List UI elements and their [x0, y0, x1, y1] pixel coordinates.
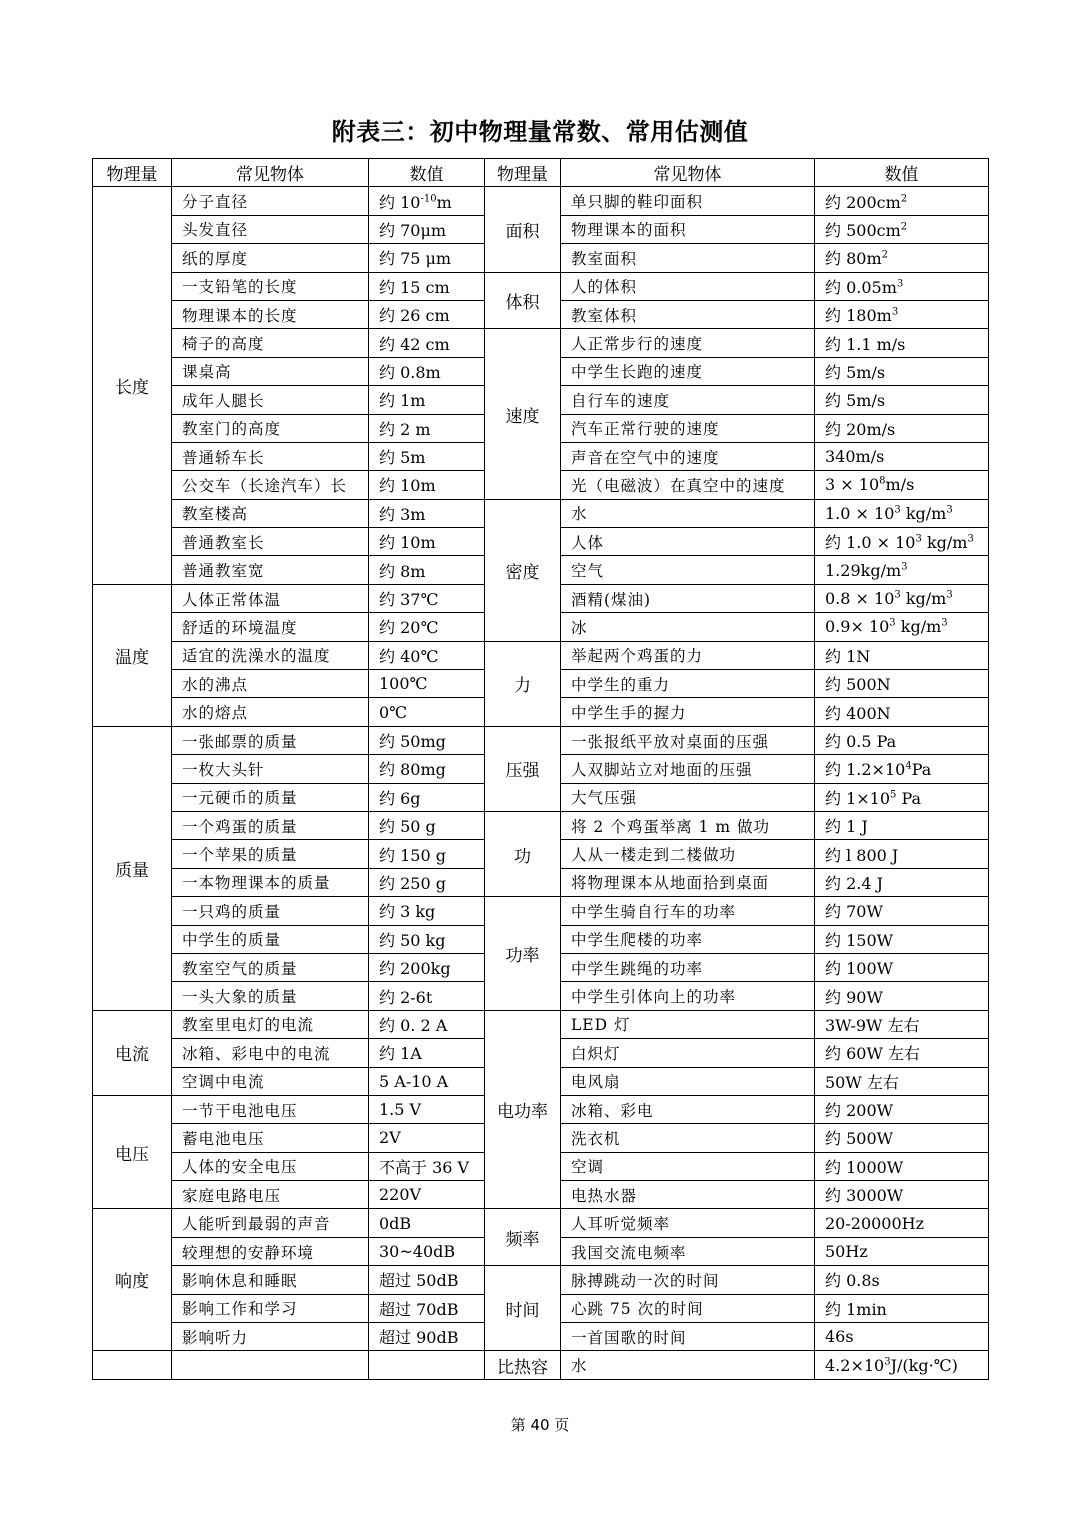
- value-cell: 约 500W: [815, 1124, 989, 1152]
- value-cell: 约 l 800 J: [815, 840, 989, 868]
- object-cell: 课桌高: [172, 357, 369, 385]
- object-cell: 教室空气的质量: [172, 953, 369, 981]
- object-cell: 电风扇: [561, 1067, 815, 1095]
- object-cell: 一本物理课本的质量: [172, 868, 369, 896]
- object-cell: 洗衣机: [561, 1124, 815, 1152]
- object-cell: 汽车正常行驶的速度: [561, 414, 815, 442]
- value-cell: 约 $200cm^2$: [815, 187, 989, 215]
- object-cell: 一枚大头针: [172, 755, 369, 783]
- object-cell: 影响听力: [172, 1323, 369, 1351]
- object-cell: 空调: [561, 1152, 815, 1180]
- value-cell: 约 1 J: [815, 811, 989, 839]
- value-cell: 约 5m/s: [815, 357, 989, 385]
- object-cell: 舒适的环境温度: [172, 613, 369, 641]
- value-cell: 约 70W: [815, 897, 989, 925]
- value-cell: 约 20m/s: [815, 414, 989, 442]
- value-cell: 约 10m: [369, 471, 485, 499]
- value-cell: [369, 1351, 485, 1379]
- object-cell: 一元硬币的质量: [172, 783, 369, 811]
- table-row: [93, 1266, 989, 1294]
- object-cell: 冰箱、彩电: [561, 1095, 815, 1123]
- object-cell: 冰: [561, 613, 815, 641]
- object-cell: 将 2 个鸡蛋举离 1 m 做功: [561, 811, 815, 839]
- object-cell: 分子直径: [172, 187, 369, 215]
- value-cell: 340m/s: [815, 442, 989, 470]
- value-cell: $0.8 \times 10^3$ $kg/m^3$: [815, 584, 989, 612]
- object-cell: 人耳听觉频率: [561, 1209, 815, 1237]
- value-cell: 约 0.8s: [815, 1266, 989, 1294]
- value-cell: 约 0. 2 A: [369, 1010, 485, 1038]
- header-quantity-left: 物理量: [93, 159, 172, 187]
- value-cell: 约 2-6t: [369, 982, 485, 1010]
- object-cell: 将物理课本从地面拾到桌面: [561, 868, 815, 896]
- quantity-cell: 力: [485, 641, 561, 726]
- value-cell: 3W-9W 左右: [815, 1010, 989, 1038]
- object-cell: 酒精(煤油): [561, 584, 815, 612]
- object-cell: 一张报纸平放对桌面的压强: [561, 726, 815, 754]
- value-cell: 约 75 μm: [369, 244, 485, 272]
- object-cell: 教室面积: [561, 244, 815, 272]
- value-cell: 约 1m: [369, 386, 485, 414]
- value-cell: 约 40℃: [369, 641, 485, 669]
- object-cell: 公交车（长途汽车）长: [172, 471, 369, 499]
- object-cell: 教室体积: [561, 300, 815, 328]
- object-cell: 人正常步行的速度: [561, 329, 815, 357]
- value-cell: 约 $80m^2$: [815, 244, 989, 272]
- value-cell: $1.29kg/m^3$: [815, 556, 989, 584]
- value-cell: 约 0.8m: [369, 357, 485, 385]
- value-cell: 约 $180m^3$: [815, 300, 989, 328]
- page-number: 第 40 页: [510, 1416, 570, 1434]
- object-cell: 人体的安全电压: [172, 1152, 369, 1180]
- object-cell: 较理想的安静环境: [172, 1237, 369, 1265]
- object-cell: 大气压强: [561, 783, 815, 811]
- object-cell: 白炽灯: [561, 1039, 815, 1067]
- quantity-cell: 电流: [93, 1010, 172, 1095]
- value-cell: 约 100W: [815, 953, 989, 981]
- object-cell: 中学生长跑的速度: [561, 357, 815, 385]
- header-value-left: 数值: [369, 159, 485, 187]
- value-cell: 约 $0.05m^3$: [815, 272, 989, 300]
- object-cell: 一头大象的质量: [172, 982, 369, 1010]
- value-cell: 2V: [369, 1124, 485, 1152]
- object-cell: 物理课本的长度: [172, 300, 369, 328]
- value-cell: 约 150W: [815, 925, 989, 953]
- object-cell: 人能听到最弱的声音: [172, 1209, 369, 1237]
- value-cell: 约 2.4 J: [815, 868, 989, 896]
- object-cell: 中学生骑自行车的功率: [561, 897, 815, 925]
- value-cell: 约 8m: [369, 556, 485, 584]
- value-cell: 5 A-10 A: [369, 1067, 485, 1095]
- object-cell: 空调中电流: [172, 1067, 369, 1095]
- quantity-cell: 密度: [485, 499, 561, 641]
- value-cell: 约 250 g: [369, 868, 485, 896]
- value-cell: 约 1.1 m/s: [815, 329, 989, 357]
- value-cell: 约 200W: [815, 1095, 989, 1123]
- object-cell: 适宜的洗澡水的温度: [172, 641, 369, 669]
- quantity-cell: 比热容: [485, 1351, 561, 1379]
- page-title: 附表三：初中物理量常数、常用估测值: [331, 118, 749, 146]
- object-cell: 普通教室宽: [172, 556, 369, 584]
- value-cell: 约 $10^{-10}m$: [369, 187, 485, 215]
- object-cell: 人体正常体温: [172, 584, 369, 612]
- value-cell: 约 1A: [369, 1039, 485, 1067]
- value-cell: 30~40dB: [369, 1237, 485, 1265]
- table-row: [93, 897, 989, 925]
- object-cell: 水: [561, 499, 815, 527]
- object-cell: 单只脚的鞋印面积: [561, 187, 815, 215]
- value-cell: 20-20000Hz: [815, 1209, 989, 1237]
- table-row: [93, 811, 989, 839]
- table-row: [93, 726, 989, 754]
- object-cell: 一张邮票的质量: [172, 726, 369, 754]
- table-row: [93, 187, 989, 215]
- object-cell: 脉搏跳动一次的时间: [561, 1266, 815, 1294]
- quantity-cell: 功率: [485, 897, 561, 1011]
- table-row: [93, 329, 989, 357]
- object-cell: 一个苹果的质量: [172, 840, 369, 868]
- object-cell: 中学生跳绳的功率: [561, 953, 815, 981]
- value-cell: 约 3000W: [815, 1181, 989, 1209]
- object-cell: LED 灯: [561, 1010, 815, 1038]
- value-cell: 50W 左右: [815, 1067, 989, 1095]
- object-cell: 空气: [561, 556, 815, 584]
- value-cell: 约 5m/s: [815, 386, 989, 414]
- value-cell: 约 150 g: [369, 840, 485, 868]
- object-cell: 影响休息和睡眠: [172, 1266, 369, 1294]
- value-cell: $3 \times 10^8m/s$: [815, 471, 989, 499]
- value-cell: 约 50 g: [369, 811, 485, 839]
- table-header-row: [93, 159, 989, 187]
- value-cell: 不高于 36 V: [369, 1152, 485, 1180]
- object-cell: 头发直径: [172, 215, 369, 243]
- value-cell: 100℃: [369, 670, 485, 698]
- value-cell: 0dB: [369, 1209, 485, 1237]
- value-cell: 约 90W: [815, 982, 989, 1010]
- object-cell: 声音在空气中的速度: [561, 442, 815, 470]
- quantity-cell: 温度: [93, 584, 172, 726]
- value-cell: 约 500N: [815, 670, 989, 698]
- value-cell: 约 $1.2\times 10^4Pa$: [815, 755, 989, 783]
- value-cell: 约 3m: [369, 499, 485, 527]
- object-cell: 中学生的质量: [172, 925, 369, 953]
- object-cell: 纸的厚度: [172, 244, 369, 272]
- table-row: [93, 1010, 989, 1038]
- object-cell: 一支铅笔的长度: [172, 272, 369, 300]
- value-cell: 约 50mg: [369, 726, 485, 754]
- value-cell: 约 $1\times 10^5$ Pa: [815, 783, 989, 811]
- value-cell: 超过 90dB: [369, 1323, 485, 1351]
- value-cell: 超过 50dB: [369, 1266, 485, 1294]
- value-cell: 约 3 kg: [369, 897, 485, 925]
- quantity-cell: [93, 1351, 172, 1379]
- value-cell: 约 15 cm: [369, 272, 485, 300]
- header-quantity-right: 物理量: [485, 159, 561, 187]
- object-cell: 一首国歌的时间: [561, 1323, 815, 1351]
- object-cell: 人从一楼走到二楼做功: [561, 840, 815, 868]
- quantity-cell: 电压: [93, 1095, 172, 1209]
- value-cell: 约 10m: [369, 528, 485, 556]
- object-cell: 人的体积: [561, 272, 815, 300]
- value-cell: 约 1min: [815, 1294, 989, 1322]
- value-cell: 约 26 cm: [369, 300, 485, 328]
- value-cell: 约 1N: [815, 641, 989, 669]
- table-row: [93, 272, 989, 300]
- value-cell: 约 $500cm^2$: [815, 215, 989, 243]
- quantity-cell: 面积: [485, 187, 561, 272]
- object-cell: 心跳 75 次的时间: [561, 1294, 815, 1322]
- quantity-cell: 功: [485, 811, 561, 896]
- object-cell: 举起两个鸡蛋的力: [561, 641, 815, 669]
- object-cell: 中学生引体向上的功率: [561, 982, 815, 1010]
- value-cell: $1.0 \times 10^3$ $kg/m^3$: [815, 499, 989, 527]
- value-cell: 约 $1.0 \times 10^3$ $kg/m^3$: [815, 528, 989, 556]
- value-cell: 1.5 V: [369, 1095, 485, 1123]
- object-cell: 冰箱、彩电中的电流: [172, 1039, 369, 1067]
- header-object-right: 常见物体: [561, 159, 815, 187]
- object-cell: 普通教室长: [172, 528, 369, 556]
- quantity-cell: 速度: [485, 329, 561, 499]
- quantity-cell: 长度: [93, 187, 172, 584]
- value-cell: 约 50 kg: [369, 925, 485, 953]
- table-row: [93, 641, 989, 669]
- physics-constants-table: [92, 158, 989, 1380]
- object-cell: 电热水器: [561, 1181, 815, 1209]
- object-cell: 椅子的高度: [172, 329, 369, 357]
- object-cell: 影响工作和学习: [172, 1294, 369, 1322]
- object-cell: 中学生爬楼的功率: [561, 925, 815, 953]
- quantity-cell: 体积: [485, 272, 561, 329]
- value-cell: 约 80mg: [369, 755, 485, 783]
- quantity-cell: 时间: [485, 1266, 561, 1351]
- value-cell: 约 70μm: [369, 215, 485, 243]
- value-cell: 约 60W 左右: [815, 1039, 989, 1067]
- value-cell: 超过 70dB: [369, 1294, 485, 1322]
- value-cell: $0.9\times 10^3$ $kg/m^3$: [815, 613, 989, 641]
- object-cell: 水: [561, 1351, 815, 1379]
- quantity-cell: 频率: [485, 1209, 561, 1266]
- value-cell: 约 5m: [369, 442, 485, 470]
- object-cell: 普通轿车长: [172, 442, 369, 470]
- table-body: [93, 187, 989, 1379]
- quantity-cell: 质量: [93, 726, 172, 1010]
- object-cell: 一个鸡蛋的质量: [172, 811, 369, 839]
- value-cell: 约 2 m: [369, 414, 485, 442]
- object-cell: 光（电磁波）在真空中的速度: [561, 471, 815, 499]
- object-cell: 人体: [561, 528, 815, 556]
- table-row: [93, 1351, 989, 1379]
- header-value-right: 数值: [815, 159, 989, 187]
- object-cell: 成年人腿长: [172, 386, 369, 414]
- value-cell: 约 400N: [815, 698, 989, 726]
- value-cell: 约 37℃: [369, 584, 485, 612]
- object-cell: 自行车的速度: [561, 386, 815, 414]
- quantity-cell: 响度: [93, 1209, 172, 1351]
- object-cell: 一节干电池电压: [172, 1095, 369, 1123]
- value-cell: 约 200kg: [369, 953, 485, 981]
- value-cell: 220V: [369, 1181, 485, 1209]
- object-cell: 中学生手的握力: [561, 698, 815, 726]
- object-cell: 教室门的高度: [172, 414, 369, 442]
- object-cell: 蓄电池电压: [172, 1124, 369, 1152]
- value-cell: 约 20℃: [369, 613, 485, 641]
- quantity-cell: 电功率: [485, 1010, 561, 1209]
- quantity-cell: 压强: [485, 726, 561, 811]
- value-cell: 50Hz: [815, 1237, 989, 1265]
- object-cell: 物理课本的面积: [561, 215, 815, 243]
- object-cell: 中学生的重力: [561, 670, 815, 698]
- value-cell: 约 42 cm: [369, 329, 485, 357]
- value-cell: 约 1000W: [815, 1152, 989, 1180]
- object-cell: 水的熔点: [172, 698, 369, 726]
- value-cell: $4.2\times 10^3J/(kg\cdot℃)$: [815, 1351, 989, 1379]
- object-cell: 我国交流电频率: [561, 1237, 815, 1265]
- value-cell: 约 6g: [369, 783, 485, 811]
- object-cell: 水的沸点: [172, 670, 369, 698]
- object-cell: 人双脚站立对地面的压强: [561, 755, 815, 783]
- header-object-left: 常见物体: [172, 159, 369, 187]
- value-cell: 约 0.5 Pa: [815, 726, 989, 754]
- value-cell: 0℃: [369, 698, 485, 726]
- object-cell: 家庭电路电压: [172, 1181, 369, 1209]
- object-cell: 教室里电灯的电流: [172, 1010, 369, 1038]
- object-cell: 教室楼高: [172, 499, 369, 527]
- object-cell: 一只鸡的质量: [172, 897, 369, 925]
- value-cell: 46s: [815, 1323, 989, 1351]
- object-cell: [172, 1351, 369, 1379]
- table-row: [93, 1209, 989, 1237]
- table-row: [93, 499, 989, 527]
